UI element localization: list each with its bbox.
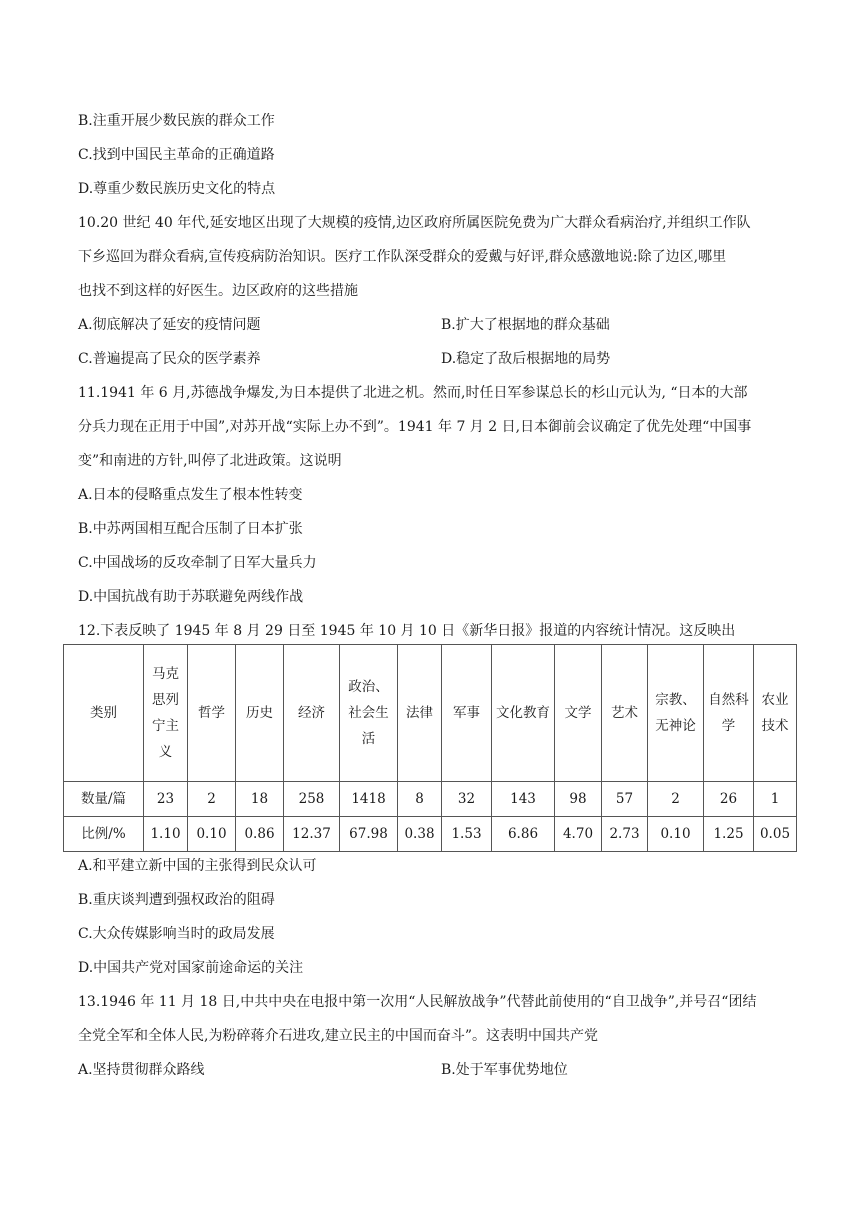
q12-option-d: D.中国共产党对国家前途命运的关注	[78, 960, 304, 976]
q9-option-c: C.找到中国民主革命的正确道路	[78, 147, 275, 163]
q13-option-b: B.处于军事优势地位	[441, 1062, 568, 1078]
q12-statistics-table	[63, 644, 797, 852]
q13-option-a: A.坚持贯彻群众路线	[78, 1062, 205, 1078]
q10-stem-line-2: 下乡巡回为群众看病,宣传疫病防治知识。医疗工作队深受群众的爱戴与好评,群众感激地说:除了边区,哪里	[78, 249, 727, 265]
table-cell: 1.53	[442, 817, 492, 852]
table-cell: 0.38	[398, 817, 442, 852]
table-column-header: 军事	[442, 645, 492, 782]
q13-stem-line-1: 13.1946 年 11 月 18 日,中共中央在电报中第一次用“人民解放战争”代替此前使用的“自卫战争”,并号召“团结	[78, 994, 757, 1010]
table-cell: 2.73	[602, 817, 648, 852]
table-column-header: 历史	[236, 645, 284, 782]
table-row-ratio	[64, 817, 797, 852]
table-cell: 1.10	[144, 817, 188, 852]
table-header-row	[64, 645, 797, 782]
table-cell: 6.86	[492, 817, 555, 852]
q10-option-b: B.扩大了根据地的群众基础	[441, 317, 610, 333]
table-cell: 0.10	[648, 817, 704, 852]
table-cell: 143	[492, 782, 555, 817]
table-column-header: 文化教育	[492, 645, 555, 782]
q10-stem-line-1: 10.20 世纪 40 年代,延安地区出现了大规模的疫情,边区政府所属医院免费为广大群众看病治疗,并组织工作队	[78, 215, 751, 231]
table-cell: 1	[754, 782, 797, 817]
table-cell: 0.10	[188, 817, 236, 852]
q12-option-a: A.和平建立新中国的主张得到民众认可	[78, 858, 317, 874]
q10-option-c: C.普遍提高了民众的医学素养	[78, 351, 261, 367]
table-cell: 67.98	[340, 817, 398, 852]
q9-option-d: D.尊重少数民族历史文化的特点	[78, 181, 276, 197]
table-cell: 1418	[340, 782, 398, 817]
table-header-label: 类别	[64, 645, 144, 782]
q9-option-b: B.注重开展少数民族的群众工作	[78, 113, 275, 129]
table-cell: 2	[188, 782, 236, 817]
table-row-label: 数量/篇	[64, 782, 144, 817]
q11-stem-line-3: 变”和南进的方针,叫停了北进政策。这说明	[78, 453, 342, 469]
table-cell: 32	[442, 782, 492, 817]
table-column-header: 自然科学	[704, 645, 754, 782]
table-column-header: 政治、社会生活	[340, 645, 398, 782]
q12-stem: 12.下表反映了 1945 年 8 月 29 日至 1945 年 10 月 10 日《新华日报》报道的内容统计情况。这反映出	[78, 623, 736, 639]
q11-option-b: B.中苏两国相互配合压制了日本扩张	[78, 521, 303, 537]
table-cell: 57	[602, 782, 648, 817]
q11-option-c: C.中国战场的反攻牵制了日军大量兵力	[78, 555, 317, 571]
table-cell: 98	[555, 782, 602, 817]
table-cell: 258	[284, 782, 340, 817]
q12-option-c: C.大众传媒影响当时的政局发展	[78, 926, 275, 942]
q10-option-a: A.彻底解决了延安的疫情问题	[78, 317, 261, 333]
table-row-label: 比例/%	[64, 817, 144, 852]
table-cell: 0.05	[754, 817, 797, 852]
table-cell: 23	[144, 782, 188, 817]
table-column-header: 哲学	[188, 645, 236, 782]
table-row-count	[64, 782, 797, 817]
q12-option-b: B.重庆谈判遭到强权政治的阻碍	[78, 892, 275, 908]
table-cell: 0.86	[236, 817, 284, 852]
q11-option-d: D.中国抗战有助于苏联避免两线作战	[78, 589, 304, 605]
table-column-header: 宗教、无神论	[648, 645, 704, 782]
table-cell: 1.25	[704, 817, 754, 852]
table-cell: 8	[398, 782, 442, 817]
table-cell: 2	[648, 782, 704, 817]
q11-stem-line-2: 分兵力现在正用于中国”,对苏开战“实际上办不到”。1941 年 7 月 2 日,日本御前会议确定了优先处理“中国事	[78, 419, 752, 435]
table-cell: 26	[704, 782, 754, 817]
table-column-header: 法律	[398, 645, 442, 782]
q11-option-a: A.日本的侵略重点发生了根本性转变	[78, 487, 303, 503]
table-cell: 18	[236, 782, 284, 817]
q10-stem-line-3: 也找不到这样的好医生。边区政府的这些措施	[78, 283, 358, 299]
table-cell: 12.37	[284, 817, 340, 852]
q11-stem-line-1: 11.1941 年 6 月,苏德战争爆发,为日本提供了北进之机。然而,时任日军参谋总长的杉山元认为, “日本的大部	[78, 385, 748, 401]
table-cell: 4.70	[555, 817, 602, 852]
q13-stem-line-2: 全党全军和全体人民,为粉碎蒋介石进攻,建立民主的中国而奋斗”。这表明中国共产党	[78, 1028, 599, 1044]
table-column-header: 经济	[284, 645, 340, 782]
table-column-header: 农业技术	[754, 645, 797, 782]
table-column-header: 文学	[555, 645, 602, 782]
q10-option-d: D.稳定了敌后根据地的局势	[441, 351, 611, 367]
table-column-header: 马克思列宁主义	[144, 645, 188, 782]
table-column-header: 艺术	[602, 645, 648, 782]
